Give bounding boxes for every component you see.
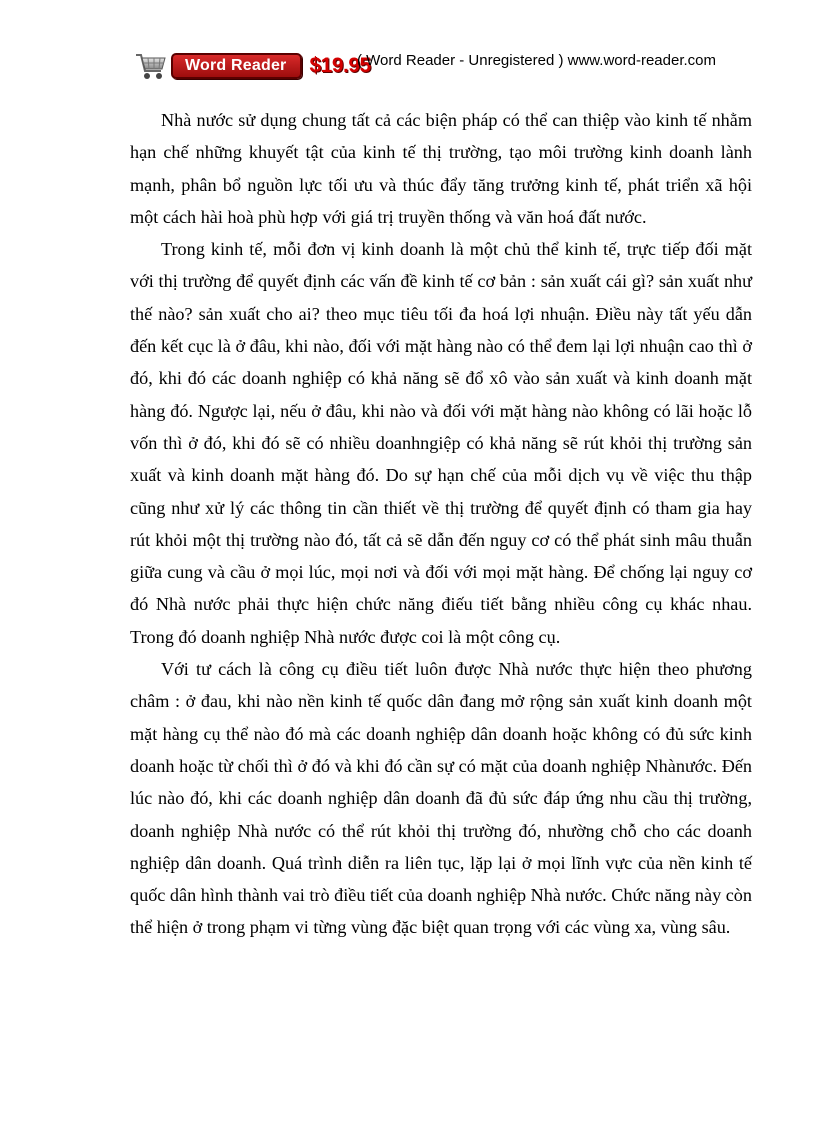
watermark-banner [135,48,371,84]
watermark-price: $19.95 [309,54,371,77]
watermark-brand-label: Word Reader [171,53,302,79]
paragraph-1: Nhà nước sử dụng chung tất cả các biện pháp có thể can thiệp vào kinh tế nhằm hạn chế những khuyết tật của kinh tế thị trường, tạo môi trường kinh doanh lành mạnh, phân bổ nguồn lực tối ưu và thúc đẩy tăng trưởng kinh tế, phát triển xã hội một cách hài hoà phù hợp với giá trị truyền thống và văn hoá đất nước. [130,110,752,227]
document-body [130,104,752,944]
watermark-unregistered-note: ( Word Reader - Unregistered ) www.word-reader.com [357,52,717,69]
paragraph-3: Với tư cách là công cụ điều tiết luôn được Nhà nước thực hiện theo phương châm : ở đau, khi nào nền kinh tế quốc dân đang mở rộng sản xuất kinh doanh một mặt hàng cụ thể nào đó mà các doanh nghiệp dân doanh hoặc không có đủ sức kinh doanh hoặc từ chối thì ở đó và khi đó cần sự có mặt của doanh nghiệp Nhànước. Đến lúc nào đó, khi các doanh nghiệp dân doanh đã đủ sức đáp ứng nhu cầu thị trường, doanh nghiệp Nhà nước có thể rút khỏi thị trường đó, nhường chỗ cho các doanh nghiệp dân doanh. Quá trình diễn ra liên tục, lặp lại ở mọi lĩnh vực của nền kinh tế quốc dân hình thành vai trò điều tiết của doanh nghiệp Nhà nước. Chức năng này còn thể hiện ở trong phạm vi từng vùng đặc biệt quan trọng với các vùng xa, vùng sâu. [130,659,752,938]
shopping-cart-icon [135,51,167,81]
paragraph-2: Trong kinh tế, mỗi đơn vị kinh doanh là một chủ thể kinh tế, trực tiếp đối mặt với thị trường để quyết định các vấn đề kinh tế cơ bản : sản xuất cái gì? sản xuất như thế nào? sản xuất cho ai? theo mục tiêu tối đa hoá lợi nhuận. Điều này tất yếu dẫn đến kết cục là ở đâu, khi nào, đối với mặt hàng nào có thể đem lại lợi nhuận cao thì ở đó, khi đó các doanh nghiệp có khả năng sẽ đổ xô vào sản xuất và kinh doanh mặt hàng đó. Ngược lại, nếu ở đâu, khi nào và đối với mặt hàng nào không có lãi hoặc lỗ vốn thì ở đó, khi đó sẽ có nhiều doanhngiệp có khả năng sẽ rút khỏi thị trường sản xuất và kinh doanh mặt hàng đó. Do sự hạn chế của mỗi dịch vụ về việc thu thập cũng như xử lý các thông tin cần thiết về thị trường để quyết định có tham gia hay rút khỏi một thị trường nào đó, tất cả sẽ dẫn đến nguy cơ có thể phát sinh mâu thuẫn giữa cung và cầu ở mọi lúc, mọi nơi và đối với mọi mặt hàng. Để chống lại nguy cơ đó Nhà nước phải thực hiện chức năng điếu tiết bằng nhiều công cụ khác nhau. Trong đó doanh nghiệp Nhà nước được coi là một công cụ. [130,239,752,647]
